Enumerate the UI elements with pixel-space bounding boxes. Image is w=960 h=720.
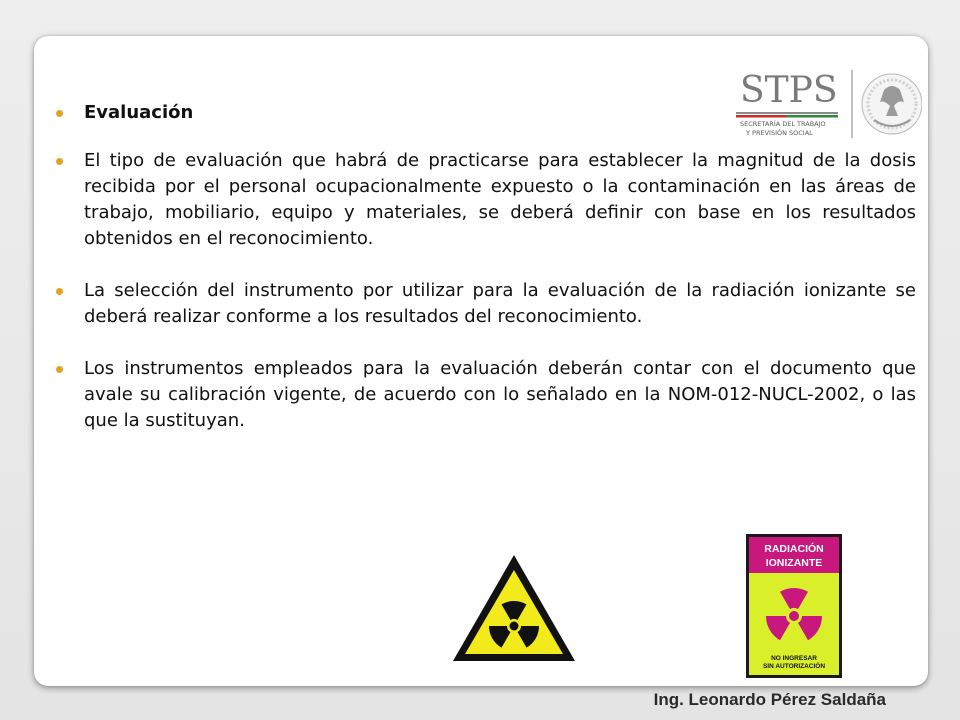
author-credit: Ing. Leonardo Pérez Saldaña xyxy=(653,690,886,709)
logo-line1: SECRETARÍA DEL TRABAJO xyxy=(740,120,826,128)
bullet-icon xyxy=(56,158,63,165)
logo-line2: Y PREVISIÓN SOCIAL xyxy=(746,129,813,137)
bullet-icon xyxy=(56,366,63,373)
sign-footer-line1: NO INGRESAR xyxy=(771,655,817,662)
heading-text: Evaluación xyxy=(84,102,194,123)
logo-acronym: STPS xyxy=(740,70,838,111)
paragraph-text: La selección del instrumento por utilizar para la evaluación de la radiación ionizante se deberá realizar conforme a los resultados del reconocimiento. xyxy=(84,280,916,327)
bullet-paragraph-3 xyxy=(56,356,916,434)
radiation-triangle-sign xyxy=(450,552,578,664)
radiation-warning-sign xyxy=(746,534,842,678)
section-heading xyxy=(56,100,916,126)
sign-title-line1: RADIACIÓN xyxy=(764,543,824,555)
paragraph-text: Los instrumentos empleados para la evaluación deberán contar con el documento que avale su calibración vigente, de acuerdo con lo señalado en la NOM-012-NUCL-2002, o las que la sustituyan. xyxy=(84,358,916,431)
paragraph-text: El tipo de evaluación que habrá de practicarse para establecer la magnitud de la dosis recibida por el personal ocupacionalmente expuesto o la contaminación en las áreas de trabajo, mobiliario, equipo y materiales, se deberá definir con base en los resultados obtenidos en el reconocimiento. xyxy=(84,150,916,249)
sign-title-line2: IONIZANTE xyxy=(765,557,823,569)
sign-footer-line2: SIN AUTORIZACIÓN xyxy=(762,663,826,670)
bullet-icon xyxy=(56,110,63,117)
bullet-paragraph-2 xyxy=(56,278,916,330)
bullet-paragraph-1 xyxy=(56,148,916,252)
bullet-icon xyxy=(56,288,63,295)
bullet-list xyxy=(56,100,916,460)
